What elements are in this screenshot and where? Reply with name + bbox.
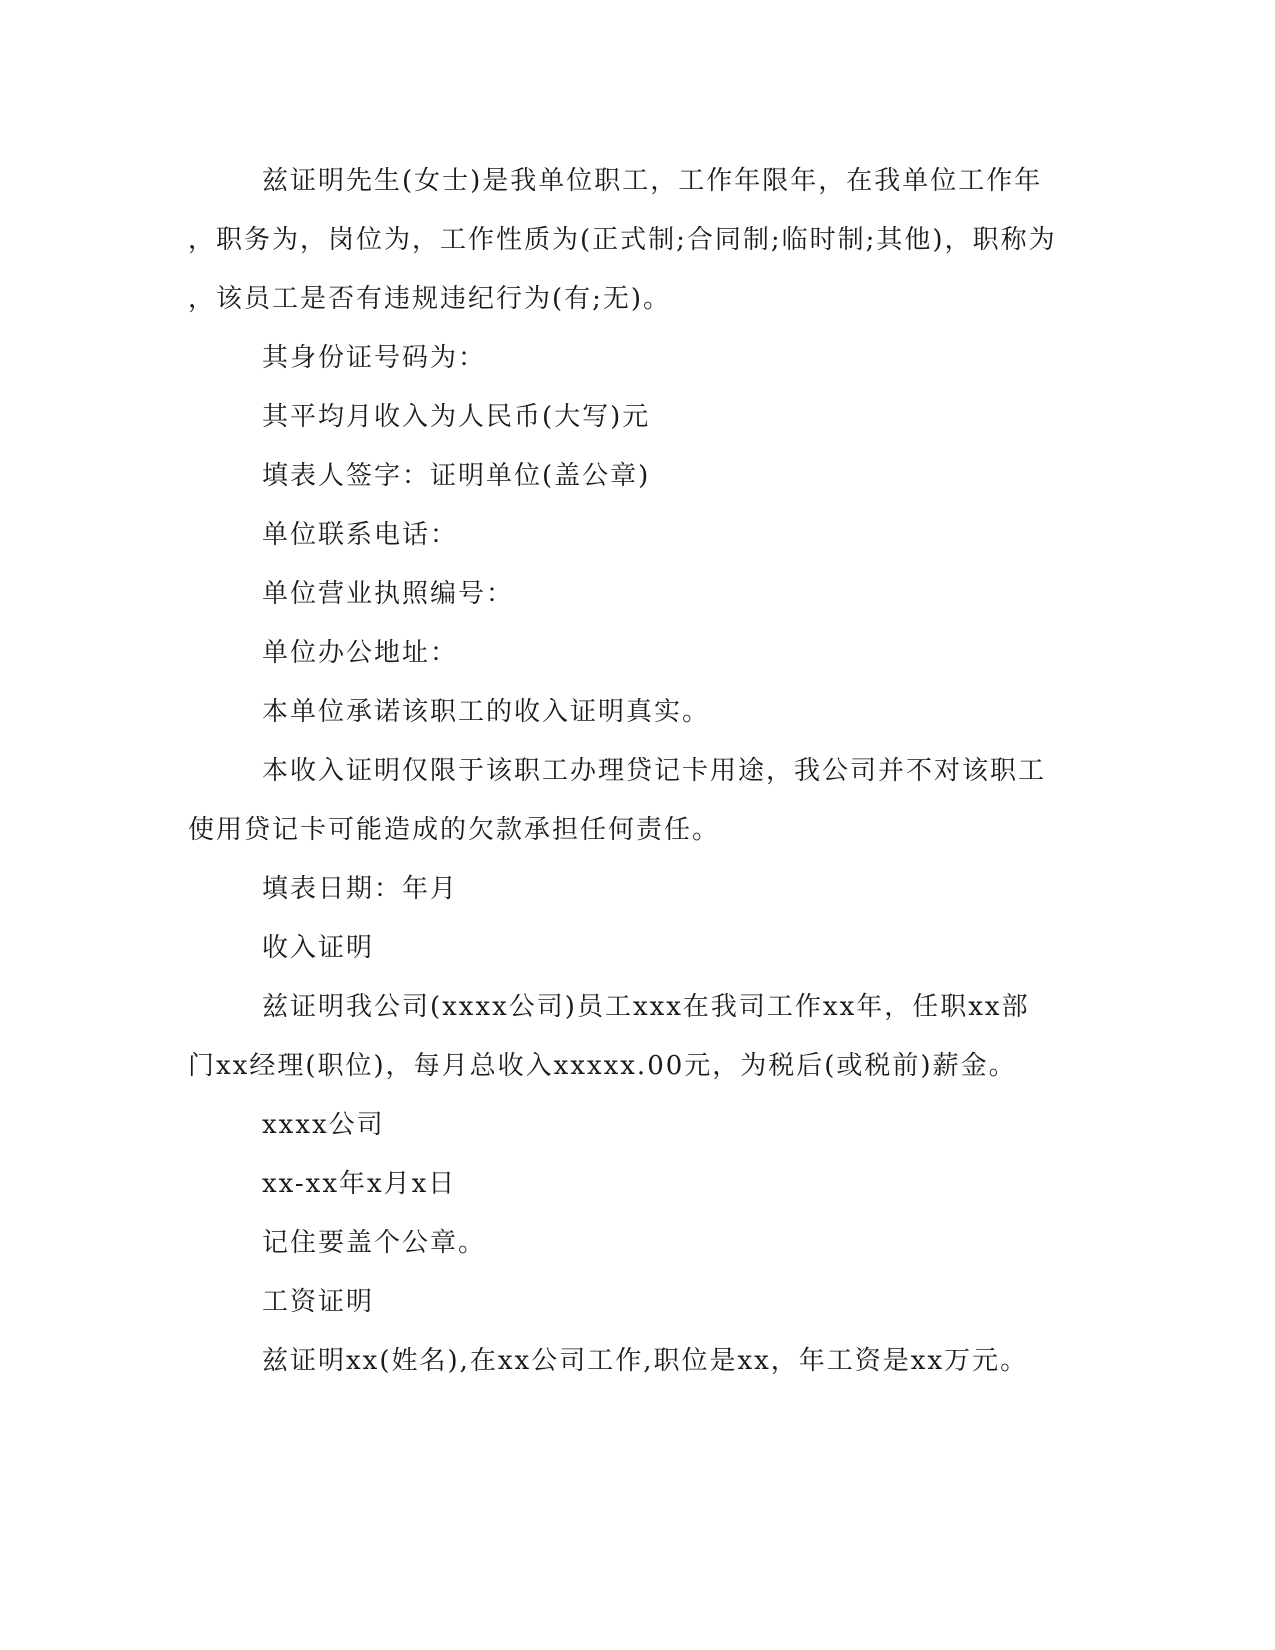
paragraph-line: ，该员工是否有违规违纪行为(有;无)。 [188,284,672,314]
paragraph-line: 其身份证号码为： [262,343,487,373]
paragraph-line: 使用贷记卡可能造成的欠款承担任何责任。 [188,815,721,845]
section-heading: 收入证明 [262,933,375,963]
paragraph-line: 兹证明我公司(xxxx公司)员工xxx在我司工作xx年，任职xx部 [262,992,1030,1022]
paragraph-line: 记住要盖个公章。 [262,1228,487,1258]
company-name: xxxx公司 [262,1110,385,1140]
paragraph-line: 其平均月收入为人民币(大写)元 [262,402,651,432]
paragraph-line: 单位联系电话： [262,520,459,550]
paragraph-line: 填表人签字：证明单位(盖公章) [262,461,651,491]
paragraph-line: 门xx经理(职位)，每月总收入xxxxx.00元，为税后(或税前)薪金。 [188,1051,1017,1081]
paragraph-line: ，职务为，岗位为，工作性质为(正式制;合同制;临时制;其他)，职称为 [188,225,1057,255]
paragraph-line: 兹证明xx(姓名),在xx公司工作,职位是xx，年工资是xx万元。 [262,1346,1029,1376]
date-line: xx-xx年x月x日 [262,1169,457,1199]
paragraph-line: 兹证明先生(女士)是我单位职工，工作年限年，在我单位工作年 [262,166,1043,196]
paragraph-line: 填表日期：年月 [262,874,459,904]
paragraph-line: 本收入证明仅限于该职工办理贷记卡用途，我公司并不对该职工 [262,756,1047,786]
paragraph-line: 本单位承诺该职工的收入证明真实。 [262,697,711,727]
paragraph-line: 单位办公地址： [262,638,459,668]
section-heading: 工资证明 [262,1287,375,1317]
paragraph-line: 单位营业执照编号： [262,579,515,609]
